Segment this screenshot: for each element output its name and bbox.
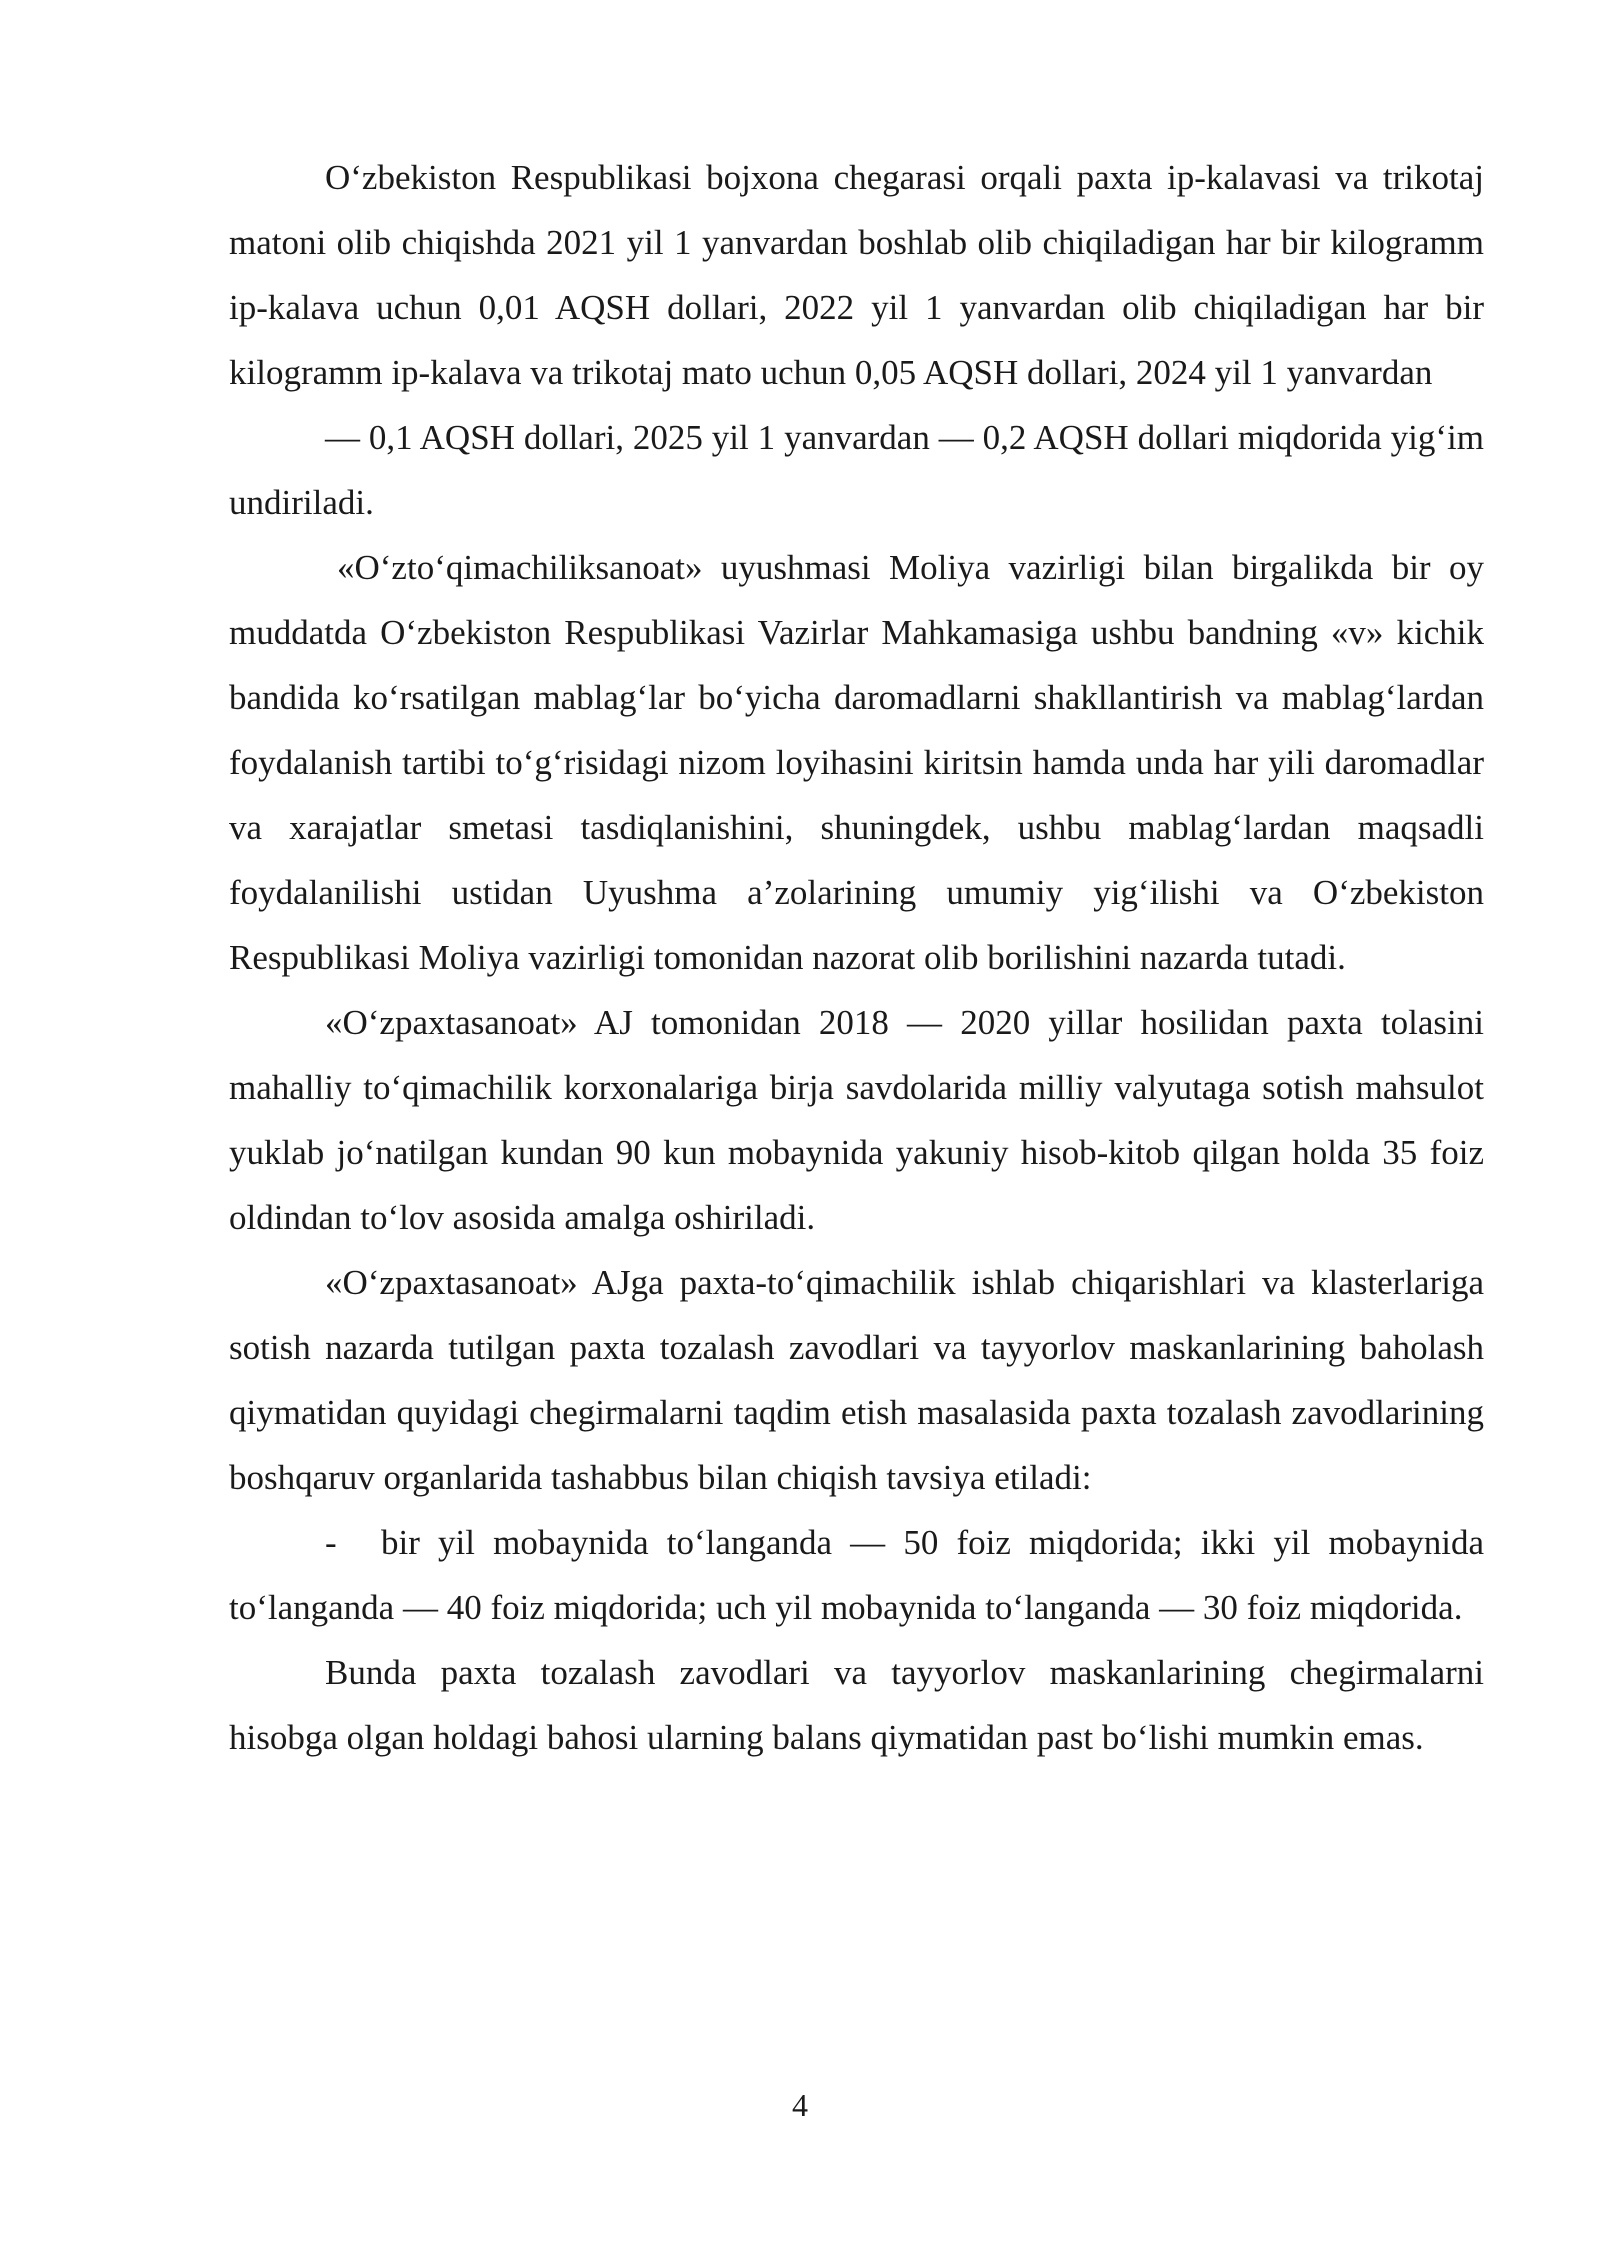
paragraph-discount-recommendation: «O‘zpaxtasanoat» AJga paxta-to‘qimachilik ishlab chiqarishlari va klasterlariga sotish nazarda tutilgan paxta tozalash zavodlari va tayyorlov maskanlarining baholash qiymatidan quyidagi chegirmalarni taqdim etish masalasida paxta tozalash zavodlarining boshqaruv organlarida tashabbus bilan chiqish tavsiya etiladi: [229, 1263, 1484, 1497]
document-body [229, 145, 1484, 1770]
bullet-text: bir yil mobaynida to‘langanda — 50 foiz miqdorida; ikki yil mobaynida to‘langanda — 40 foiz miqdorida; uch yil mobaynida to‘langanda — 30 foiz miqdorida. [229, 1523, 1484, 1627]
list-item-discounts [229, 1510, 1484, 1640]
paragraph-fee-continuation: — 0,1 AQSH dollari, 2025 yil 1 yanvardan — 0,2 AQSH dollari miqdorida yig‘im undiriladi. [229, 418, 1484, 522]
bullet-dash: - [325, 1523, 337, 1562]
paragraph-association-regulation: «O‘zto‘qimachiliksanoat» uyushmasi Moliya vazirligi bilan birgalikda bir oy muddatda O‘zbekiston Respublikasi Vazirlar Mahkamasiga ushbu bandning «v» kichik bandida ko‘rsatilgan mablag‘lar bo‘yicha daromadlarni shakllantirish va mablag‘lardan foydalanish tartibi to‘g‘risidagi nizom loyihasini kiritsin hamda unda har yili daromadlar va xarajatlar smetasi tasdiqlanishini, shuningdek, ushbu mablag‘lardan maqsadli foydalanilishi ustidan Uyushma a’zolarining umumiy yig‘ilishi va O‘zbekiston Respublikasi Moliya vazirligi tomonidan nazorat olib borilishini nazarda tutadi. [229, 548, 1484, 977]
page-number: 4 [792, 2087, 808, 2123]
paragraph-closing: Bunda paxta tozalash zavodlari va tayyorlov maskanlarining chegirmalarni hisobga olgan holdagi bahosi ularning balans qiymatidan past bo‘lishi mumkin emas. [229, 1653, 1484, 1757]
paragraph-export-fee: O‘zbekiston Respublikasi bojxona chegarasi orqali paxta ip-kalavasi va trikotaj matoni olib chiqishda 2021 yil 1 yanvardan boshlab olib chiqiladigan har bir kilogramm ip-kalava uchun 0,01 AQSH dollari, 2022 yil 1 yanvardan olib chiqiladigan har bir kilogramm ip-kalava va trikotaj mato uchun 0,05 AQSH dollari, 2024 yil 1 yanvardan [229, 158, 1484, 392]
paragraph-cotton-fiber-sales: «O‘zpaxtasanoat» AJ tomonidan 2018 — 2020 yillar hosilidan paxta tolasini mahalliy to‘qimachilik korxonalariga birja savdolarida milliy valyutaga sotish mahsulot yuklab jo‘natilgan kundan 90 kun mobaynida yakuniy hisob-kitob qilgan holda 35 foiz oldindan to‘lov asosida amalga oshiriladi. [229, 1003, 1484, 1237]
